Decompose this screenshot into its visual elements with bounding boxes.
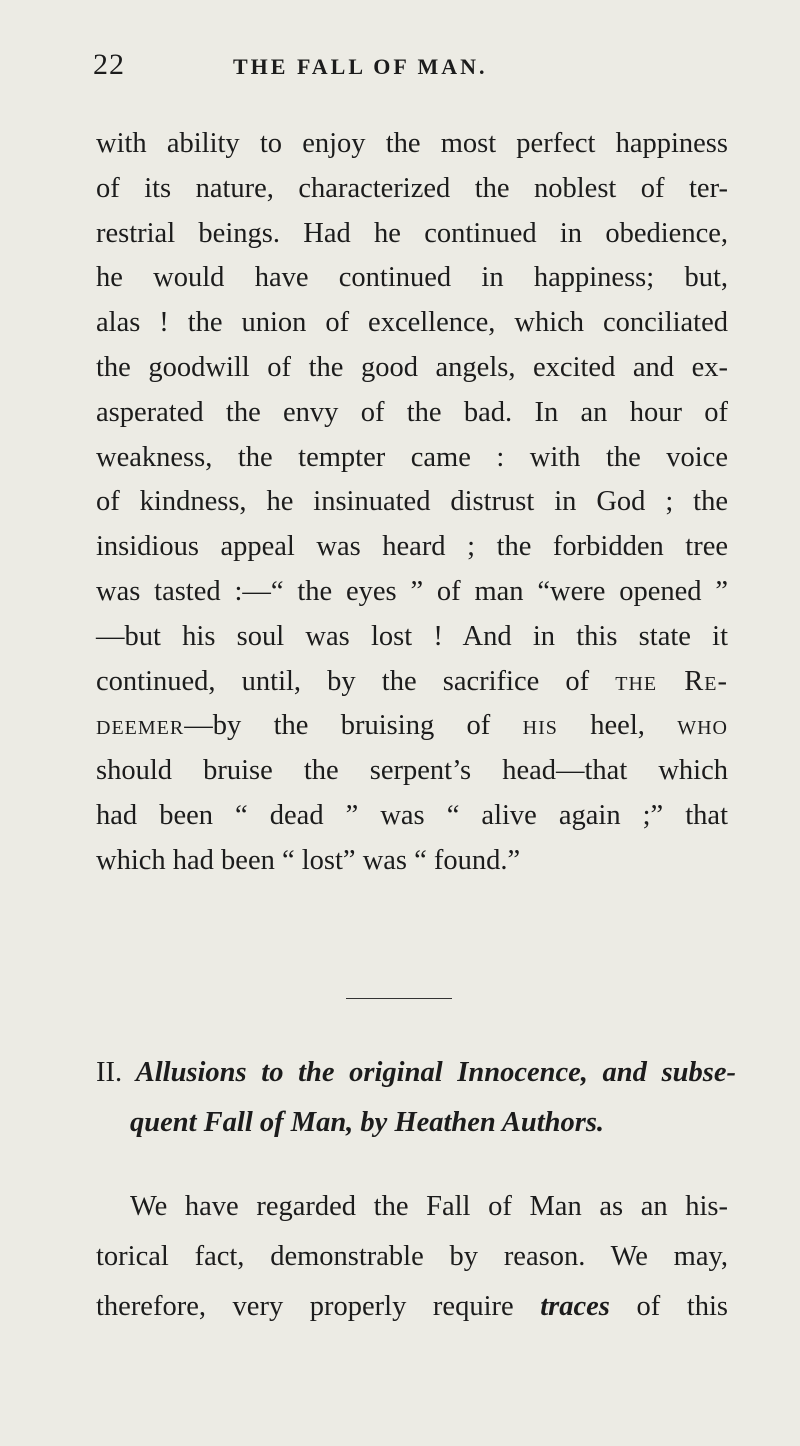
heading-line: quent Fall of Man, by Heathen Authors.	[130, 1107, 605, 1138]
text-line: asperated the envy of the bad. In an hour of	[96, 396, 728, 428]
section-divider	[346, 998, 452, 999]
text-line: was tasted :—“ the eyes ” of man “were opened ”	[96, 575, 728, 607]
paragraph-2	[96, 1182, 728, 1332]
small-caps-text: his	[522, 710, 558, 742]
text-line: insidious appeal was heard ; the forbidden tree	[96, 531, 728, 563]
text-line: of kindness, he insinuated distrust in God ; the	[96, 486, 728, 518]
text-line: —but his soul was lost ! And in this state it	[96, 620, 728, 652]
heading-text: Allusions to the original Innocence, and subse-	[135, 1057, 736, 1088]
text-line: restrial beings. Had he continued in obedience,	[96, 217, 728, 249]
text-segment: continued, until, by the sacrifice of	[96, 665, 616, 697]
heading-line	[96, 1048, 736, 1098]
text-line: weakness, the tempter came : with the voice	[96, 441, 728, 473]
text-line: alas ! the union of excellence, which conciliated	[96, 307, 728, 339]
text-line: he would have continued in happiness; but,	[96, 262, 728, 294]
text-line	[96, 1282, 728, 1332]
text-segment: therefore, very properly require	[96, 1291, 541, 1322]
section-heading	[96, 1048, 736, 1148]
text-line: which had been “ lost” was “ found.”	[96, 844, 521, 876]
text-line: with ability to enjoy the most perfect happiness	[96, 128, 728, 159]
text-line: had been “ dead ” was “ alive again ;” that	[96, 799, 728, 831]
text-line	[96, 704, 728, 749]
running-title: THE FALL OF MAN.	[233, 54, 488, 79]
text-segment: heel,	[557, 710, 678, 742]
text-line: We have regarded the Fall of Man as an his-	[130, 1191, 728, 1222]
page-number: 22	[93, 48, 125, 81]
small-caps-text: deemer	[96, 710, 185, 742]
paragraph-1	[96, 122, 728, 884]
text-line: of its nature, characterized the noblest of ter-	[96, 172, 728, 204]
text-line	[96, 660, 728, 705]
text-line: should bruise the serpent’s head—that which	[96, 755, 728, 787]
text-line: torical fact, demonstrable by reason. We may,	[96, 1241, 728, 1272]
small-caps-text: who	[677, 710, 728, 742]
section-numeral: II.	[96, 1057, 123, 1088]
emphasized-text: traces	[540, 1291, 610, 1322]
text-segment: —by the bruising of	[184, 710, 523, 742]
text-line: the goodwill of the good angels, excited and ex-	[96, 351, 728, 383]
small-caps-text: the Re-	[615, 665, 728, 697]
text-segment: of this	[609, 1291, 728, 1322]
